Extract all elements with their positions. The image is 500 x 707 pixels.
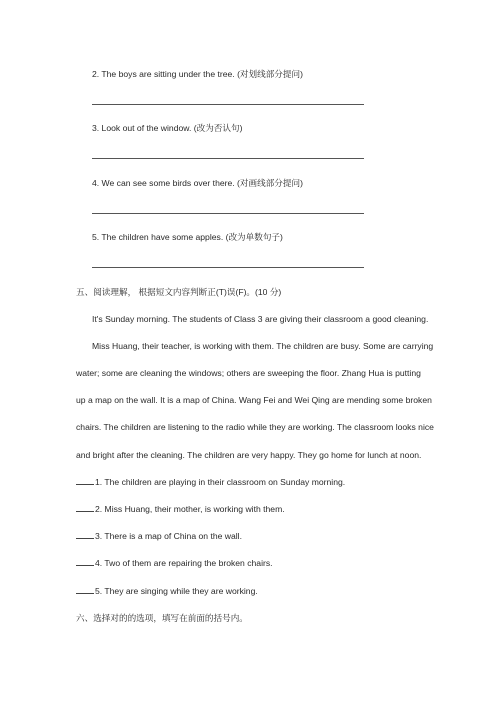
section-5-heading: 五、阅读理解， 根据短文内容判断正(T)误(F)。(10 分): [76, 287, 282, 297]
passage-line-4: up a map on the wall. It is a map of China. Wang Fei and Wei Qing are mending some broken: [76, 395, 432, 405]
section-6-heading: 六、选择对的的选项，填写在前面的括号内。: [76, 613, 248, 623]
answer-line-4: [92, 213, 364, 214]
passage-line-2: Miss Huang, their teacher, is working with them. The children are busy. Some are carrying: [92, 341, 434, 351]
answer-blank[interactable]: [76, 530, 94, 539]
answer-blank[interactable]: [76, 476, 94, 485]
answer-blank[interactable]: [76, 503, 94, 512]
passage-line-3: water; some are cleaning the windows; others are sweeping the floor. Zhang Hua is putting: [76, 368, 421, 378]
answer-line-2: [92, 104, 364, 105]
passage-line-5: chairs. The children are listening to the radio while they are working. The classroom looks nice: [76, 422, 434, 432]
answer-blank[interactable]: [76, 585, 94, 594]
passage-line-1: It's Sunday morning. The students of Class 3 are giving their classroom a good cleaning.: [92, 314, 429, 324]
statement-5: 5. They are singing while they are working.: [76, 585, 258, 597]
question-3: 3. Look out of the window. (改为否认句): [92, 123, 243, 133]
statement-2: 2. Miss Huang, their mother, is working with them.: [76, 503, 285, 515]
answer-blank[interactable]: [76, 557, 94, 566]
passage-line-6: and bright after the cleaning. The children are very happy. They go home for lunch at noon.: [76, 450, 422, 460]
question-5: 5. The children have some apples. (改为单数句子): [92, 232, 283, 242]
answer-line-3: [92, 158, 364, 159]
statement-4: 4. Two of them are repairing the broken chairs.: [76, 557, 273, 569]
question-4: 4. We can see some birds over there. (对画线部分提问): [92, 178, 303, 188]
statement-3: 3. There is a map of China on the wall.: [76, 530, 242, 542]
question-2: 2. The boys are sitting under the tree. (对划线部分提问): [92, 69, 303, 79]
statement-1: 1. The children are playing in their classroom on Sunday morning.: [76, 476, 345, 488]
answer-line-5: [92, 267, 364, 268]
